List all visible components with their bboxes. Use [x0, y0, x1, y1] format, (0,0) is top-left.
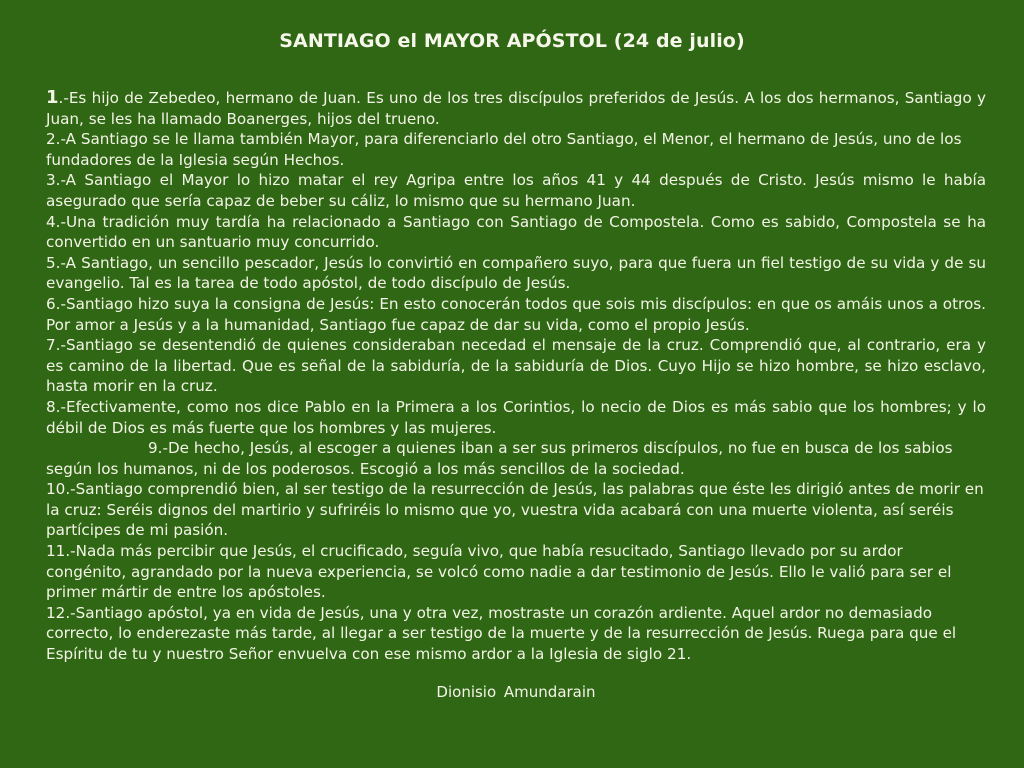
- paragraph-3: 3.-A Santiago el Mayor lo hizo matar el rey Agripa entre los años 41 y 44 después de Cristo. Jesús mismo le había asegurado que sería capaz de beber su cáliz, lo mismo que su hermano Juan.: [46, 171, 986, 210]
- document-body: [46, 88, 986, 665]
- paragraph-11: 11.-Nada más percibir que Jesús, el crucificado, seguía vivo, que había resucitado, Santiago llevado por su ardor congénito, agrandado por la nueva experiencia, se volcó como nadie a dar testimonio de Jesús. Ello le valió para ser el primer mártir de entre los apóstoles.: [46, 542, 952, 602]
- paragraph-1-text: .-Es hijo de Zebedeo, hermano de Juan. Es uno de los tres discípulos preferidos de Jesús. A los dos hermanos, Santiago y Juan, se les ha llamado Boanerges, hijos del trueno.: [46, 89, 986, 128]
- paragraph-1-number: 1: [46, 87, 59, 108]
- paragraph-12: 12.-Santiago apóstol, ya en vida de Jesús, una y otra vez, mostraste un corazón ardiente. Aquel ardor no demasiado correcto, lo enderezaste más tarde, al llegar a ser testigo de la muerte y de la resurrección de Jesús. Ruega para que el Espíritu de tu y nuestro Señor envuelva con ese mismo ardor a la Iglesia de siglo 21.: [46, 603, 957, 664]
- paragraph-7: 7.-Santiago se desentendió de quienes consideraban necedad el mensaje de la cruz. Comprendió que, al contrario, era y es camino de la libertad. Que es señal de la sabiduría, de la sabiduría de Dios. Cuyo Hijo se hizo hombre, se hizo esclavo, hasta morir en la cruz.: [46, 336, 986, 396]
- paragraph-9: 9.-De hecho, Jesús, al escoger a quienes iban a ser sus primeros discípulos, no fue en busca de los sabios según los humanos, ni de los poderosos. Escogió a los más sencillos de la sociedad.: [46, 439, 953, 478]
- paragraph-5: 5.-A Santiago, un sencillo pescador, Jesús lo convirtió en compañero suyo, para que fuera un fiel testigo de su vida y de su evangelio. Tal es la tarea de todo apóstol, de todo discípulo de Jesús.: [46, 253, 986, 293]
- paragraph-10: 10.-Santiago comprendió bien, al ser testigo de la resurrección de Jesús, las palabras que éste les dirigió antes de morir en la cruz: Seréis dignos del martirio y sufriréis lo mismo que yo, vuestra vida acabará con una muerte violenta, así seréis partícipes de mi pasión.: [46, 480, 984, 540]
- paragraph-8: 8.-Efectivamente, como nos dice Pablo en la Primera a los Corintios, lo necio de Dios es más sabio que los hombres; y lo débil de Dios es más fuerte que los hombres y las mujeres.: [46, 397, 986, 437]
- page-title: SANTIAGO el MAYOR APÓSTOL (24 de julio): [279, 30, 745, 52]
- paragraph-2: 2.-A Santiago se le llama también Mayor, para diferenciarlo del otro Santiago, el Menor, el hermano de Jesús, uno de los fundadores de la Iglesia según Hechos.: [46, 130, 962, 169]
- author-signature: Dionisio Amundarain: [436, 683, 596, 701]
- paragraph-4: 4.-Una tradición muy tardía ha relacionado a Santiago con Santiago de Compostela. Como es sabido, Compostela se ha convertido en un santuario muy concurrido.: [46, 212, 986, 252]
- paragraph-1: [46, 88, 986, 129]
- paragraph-6: 6.-Santiago hizo suya la consigna de Jesús: En esto conocerán todos que sois mis discípulos: en que os amáis unos a otros. Por amor a Jesús y a la humanidad, Santiago fue capaz de dar su vida, como el propio Jesús.: [46, 294, 986, 334]
